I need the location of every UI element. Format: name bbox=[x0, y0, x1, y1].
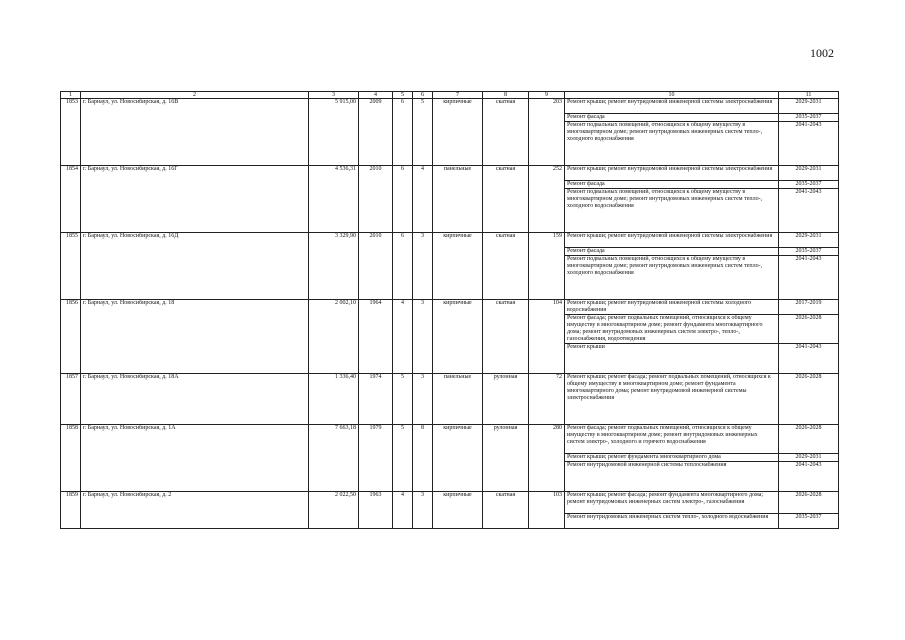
planned-period-cell: 2041-2043 bbox=[779, 344, 839, 374]
planned-period-cell: 2026-2028 bbox=[779, 315, 839, 344]
area-cell: 1 336,40 bbox=[309, 374, 359, 425]
column-number: 11 bbox=[779, 92, 839, 99]
entrances-cell: 5 bbox=[413, 99, 433, 166]
residents-cell: 280 bbox=[529, 425, 565, 492]
area-cell: 7 663,18 bbox=[309, 425, 359, 492]
roof-type-cell: рулонная bbox=[483, 374, 529, 425]
work-type-cell: Ремонт крыши; ремонт внутридомовой инженерной системы электроснабжения bbox=[565, 99, 779, 114]
entrances-cell: 3 bbox=[413, 233, 433, 300]
work-type-cell: Ремонт фасада bbox=[565, 248, 779, 256]
column-number-row bbox=[61, 92, 839, 99]
wall-material-cell: кирпичные bbox=[433, 425, 483, 492]
address-cell: г. Барнаул, ул. Новосибирская, д. 2 bbox=[81, 492, 309, 529]
column-number: 8 bbox=[483, 92, 529, 99]
year-built-cell: 1964 bbox=[359, 300, 393, 374]
address-cell: г. Барнаул, ул. Новосибирская, д. 1А bbox=[81, 425, 309, 492]
work-type-cell: Ремонт внутридомовых инженерных систем тепло-, холодного водоснабжения bbox=[565, 514, 779, 529]
column-number: 2 bbox=[81, 92, 309, 99]
work-type-cell: Ремонт подвальных помещений, относящихся к общему имуществу в многоквартирном доме; ремонт внутридомовых инженерных систем тепло-, холодного водоснабжения bbox=[565, 189, 779, 233]
work-type-cell: Ремонт крыши; ремонт внутридомовой инженерной системы электроснабжения bbox=[565, 233, 779, 248]
residents-cell: 159 bbox=[529, 233, 565, 300]
planned-period-cell: 2026-2028 bbox=[779, 425, 839, 454]
year-built-cell: 1963 bbox=[359, 492, 393, 529]
planned-period-cell: 2041-2043 bbox=[779, 462, 839, 492]
column-number: 5 bbox=[393, 92, 413, 99]
floors-cell: 4 bbox=[393, 492, 413, 529]
repair-schedule-table bbox=[60, 91, 839, 529]
roof-type-cell: рулонная bbox=[483, 425, 529, 492]
wall-material-cell: кирпичные bbox=[433, 300, 483, 374]
wall-material-cell: кирпичные bbox=[433, 233, 483, 300]
row-number: 1855 bbox=[61, 233, 81, 300]
table-row bbox=[61, 492, 839, 514]
year-built-cell: 2010 bbox=[359, 166, 393, 233]
planned-period-cell: 2041-2043 bbox=[779, 122, 839, 166]
column-number: 7 bbox=[433, 92, 483, 99]
entrances-cell: 4 bbox=[413, 166, 433, 233]
entrances-cell: 3 bbox=[413, 374, 433, 425]
row-number: 1859 bbox=[61, 492, 81, 529]
table-row bbox=[61, 99, 839, 114]
year-built-cell: 1979 bbox=[359, 425, 393, 492]
row-number: 1856 bbox=[61, 300, 81, 374]
work-type-cell: Ремонт фасада bbox=[565, 181, 779, 189]
table-row bbox=[61, 166, 839, 181]
planned-period-cell: 2029-2031 bbox=[779, 233, 839, 248]
planned-period-cell: 2041-2043 bbox=[779, 256, 839, 300]
wall-material-cell: панельные bbox=[433, 166, 483, 233]
address-cell: г. Барнаул, ул. Новосибирская, д. 16В bbox=[81, 99, 309, 166]
residents-cell: 104 bbox=[529, 300, 565, 374]
work-type-cell: Ремонт крыши; ремонт фасада; ремонт подвальных помещений, относящихся к общему имуществу в многоквартирном доме; ремонт фундамента многоквартирного дома; ремонт внутридомовой инженерной системы электроснабжения bbox=[565, 374, 779, 425]
work-type-cell: Ремонт подвальных помещений, относящихся к общему имуществу в многоквартирном доме; ремонт внутридомовых инженерных систем тепло-, холодного водоснабжения bbox=[565, 122, 779, 166]
planned-period-cell: 2029-2031 bbox=[779, 99, 839, 114]
work-type-cell: Ремонт фасада; ремонт подвальных помещений, относящихся к общему имуществу в многоквартирном доме; ремонт фундамента многоквартирного дома; ремонт внутридомовых инженерных систем электро-, тепло-, газоснабжения, водоотведения bbox=[565, 315, 779, 344]
row-number: 1858 bbox=[61, 425, 81, 492]
work-type-cell: Ремонт крыши; ремонт фундамента многоквартирного дома bbox=[565, 454, 779, 462]
residents-cell: 72 bbox=[529, 374, 565, 425]
year-built-cell: 1974 bbox=[359, 374, 393, 425]
address-cell: г. Барнаул, ул. Новосибирская, д. 18 bbox=[81, 300, 309, 374]
work-type-cell: Ремонт крыши; ремонт внутридомовой инженерной системы холодного водоснабжения bbox=[565, 300, 779, 315]
residents-cell: 203 bbox=[529, 99, 565, 166]
column-number: 3 bbox=[309, 92, 359, 99]
row-number: 1854 bbox=[61, 166, 81, 233]
planned-period-cell: 2035-2037 bbox=[779, 181, 839, 189]
planned-period-cell: 2035-2037 bbox=[779, 514, 839, 529]
work-type-cell: Ремонт крыши; ремонт фасада; ремонт фундамента многоквартирного дома; ремонт внутридомовых инженерных систем электро-, газоснабжения bbox=[565, 492, 779, 514]
floors-cell: 4 bbox=[393, 300, 413, 374]
column-number: 4 bbox=[359, 92, 393, 99]
address-cell: г. Барнаул, ул. Новосибирская, д. 18А bbox=[81, 374, 309, 425]
planned-period-cell: 2029-2031 bbox=[779, 166, 839, 181]
planned-period-cell: 2035-2037 bbox=[779, 114, 839, 122]
planned-period-cell: 2035-2037 bbox=[779, 248, 839, 256]
wall-material-cell: кирпичные bbox=[433, 99, 483, 166]
work-type-cell: Ремонт подвальных помещений, относящихся к общему имуществу в многоквартирном доме; ремонт внутридомовых инженерных систем тепло-, холодного водоснабжения bbox=[565, 256, 779, 300]
floors-cell: 6 bbox=[393, 99, 413, 166]
column-number: 10 bbox=[565, 92, 779, 99]
residents-cell: 252 bbox=[529, 166, 565, 233]
area-cell: 2 022,50 bbox=[309, 492, 359, 529]
work-type-cell: Ремонт фасада; ремонт подвальных помещений, относящихся к общему имуществу в многоквартирном доме; ремонт внутридомовых инженерных систем электро-, холодного и горячего водоснабжения bbox=[565, 425, 779, 454]
roof-type-cell: скатная bbox=[483, 166, 529, 233]
year-built-cell: 2009 bbox=[359, 99, 393, 166]
area-cell: 2 002,10 bbox=[309, 300, 359, 374]
floors-cell: 5 bbox=[393, 374, 413, 425]
column-number: 6 bbox=[413, 92, 433, 99]
floors-cell: 6 bbox=[393, 233, 413, 300]
planned-period-cell: 2041-2043 bbox=[779, 189, 839, 233]
address-cell: г. Барнаул, ул. Новосибирская, д. 16Г bbox=[81, 166, 309, 233]
work-type-cell: Ремонт внутридомовой инженерной системы теплоснабжения bbox=[565, 462, 779, 492]
page-number: 1002 bbox=[810, 46, 834, 60]
address-cell: г. Барнаул, ул. Новосибирская, д. 16Д bbox=[81, 233, 309, 300]
work-type-cell: Ремонт крыши bbox=[565, 344, 779, 374]
wall-material-cell: панельные bbox=[433, 374, 483, 425]
entrances-cell: 8 bbox=[413, 425, 433, 492]
table-row bbox=[61, 425, 839, 454]
entrances-cell: 3 bbox=[413, 492, 433, 529]
area-cell: 4 536,31 bbox=[309, 166, 359, 233]
year-built-cell: 2010 bbox=[359, 233, 393, 300]
roof-type-cell: скатная bbox=[483, 233, 529, 300]
planned-period-cell: 2017-2019 bbox=[779, 300, 839, 315]
floors-cell: 5 bbox=[393, 425, 413, 492]
column-number: 9 bbox=[529, 92, 565, 99]
row-number: 1853 bbox=[61, 99, 81, 166]
wall-material-cell: кирпичные bbox=[433, 492, 483, 529]
table-row bbox=[61, 300, 839, 315]
row-number: 1857 bbox=[61, 374, 81, 425]
planned-period-cell: 2029-2031 bbox=[779, 454, 839, 462]
roof-type-cell: скатная bbox=[483, 300, 529, 374]
work-type-cell: Ремонт крыши; ремонт внутридомовой инженерной системы электроснабжения bbox=[565, 166, 779, 181]
residents-cell: 103 bbox=[529, 492, 565, 529]
area-cell: 3 329,90 bbox=[309, 233, 359, 300]
planned-period-cell: 2026-2028 bbox=[779, 374, 839, 425]
entrances-cell: 3 bbox=[413, 300, 433, 374]
roof-type-cell: скатная bbox=[483, 492, 529, 529]
column-number: 1 bbox=[61, 92, 81, 99]
work-type-cell: Ремонт фасада bbox=[565, 114, 779, 122]
table-row bbox=[61, 233, 839, 248]
floors-cell: 6 bbox=[393, 166, 413, 233]
area-cell: 5 915,00 bbox=[309, 99, 359, 166]
roof-type-cell: скатная bbox=[483, 99, 529, 166]
table-row bbox=[61, 374, 839, 425]
planned-period-cell: 2026-2028 bbox=[779, 492, 839, 514]
